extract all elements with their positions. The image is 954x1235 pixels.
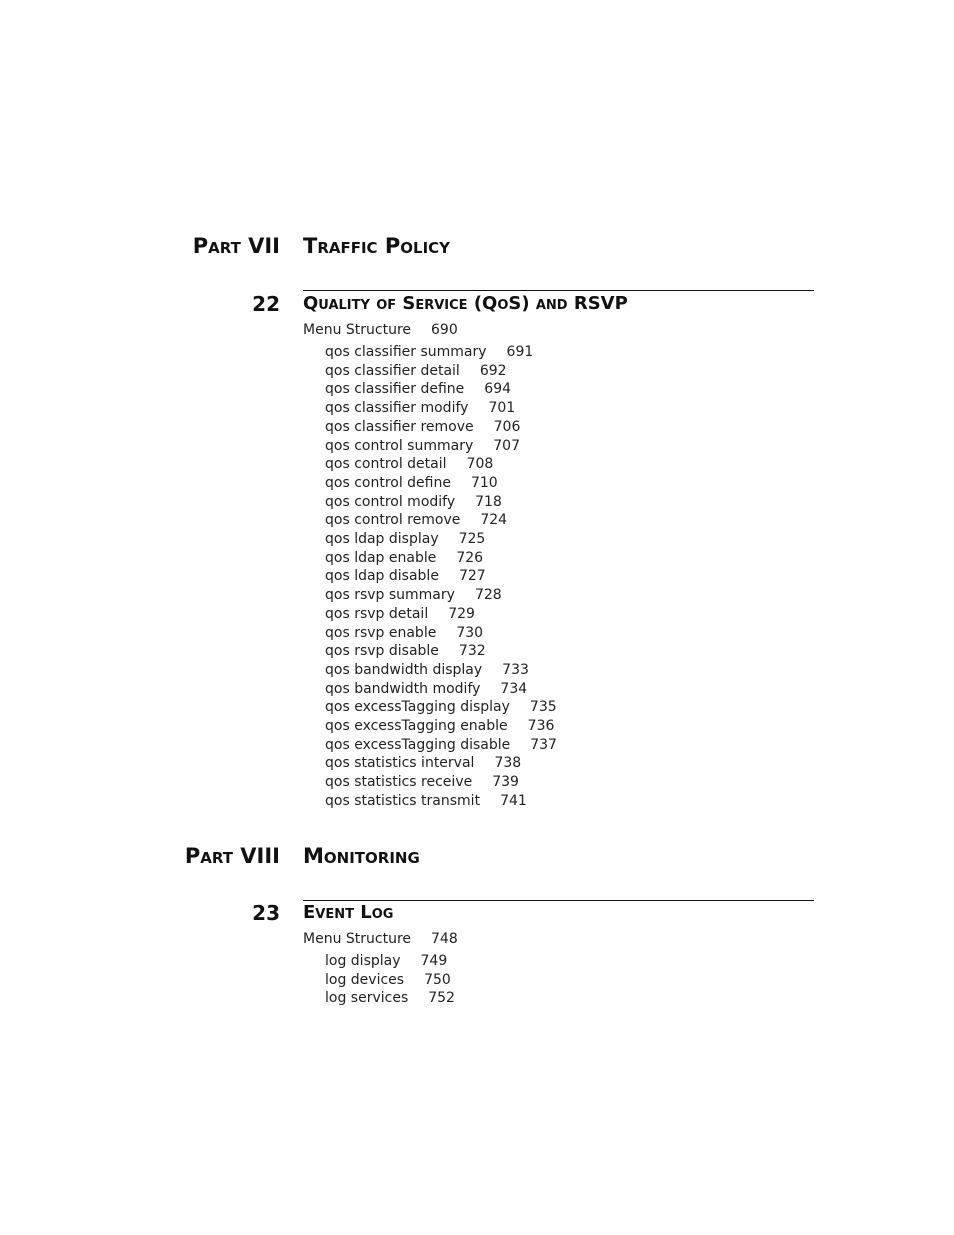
toc-entry[interactable] [325,738,557,752]
toc-entry[interactable] [325,954,447,968]
toc-entry-label: qos rsvp enable [325,624,437,641]
toc-entry-label: qos control detail [325,456,447,473]
toc-entry-label: log display [325,953,401,969]
toc-entry-page: 706 [493,418,521,435]
toc-entry-label: qos rsvp detail [325,605,429,622]
toc-entry-page: 738 [494,755,522,772]
toc-entry[interactable] [325,756,521,770]
toc-entry-page: 741 [500,792,527,809]
toc-entry-label: qos classifier define [325,381,465,398]
toc-entry-page: 730 [456,624,484,641]
toc-entry[interactable] [325,439,520,453]
toc-entry-label: qos ldap disable [325,568,439,585]
toc-entry[interactable] [325,457,493,471]
toc-entry-label: qos ldap display [325,531,439,547]
toc-entry-label: qos statistics transmit [325,792,481,809]
toc-entry-page: 729 [448,605,475,622]
toc-entry[interactable] [325,551,483,565]
toc-entry[interactable] [325,382,511,396]
toc-entry[interactable] [325,973,451,987]
toc-entry-label: Menu Structure [303,931,412,947]
toc-entry-label: qos classifier modify [325,400,469,417]
toc-entry[interactable] [325,513,507,527]
toc-entry[interactable] [325,569,486,583]
toc-entry[interactable] [325,644,486,658]
toc-entry-label: qos classifier detail [325,362,460,379]
toc-entry-label: qos control modify [325,493,456,510]
toc-entry-page: 739 [492,774,519,791]
toc-entry[interactable] [325,719,554,733]
toc-entry-page: 710 [470,474,498,491]
toc-entry-menu-structure[interactable] [303,323,458,337]
chapter-title: Quality of Service (QoS) and RSVP [303,293,628,314]
toc-entry-page: 726 [456,549,484,566]
toc-entry-label: qos control define [325,474,451,491]
part-label: Part VIII [184,844,280,868]
toc-entry[interactable] [325,682,527,696]
toc-entry-page: 752 [428,990,455,1007]
toc-entry-page: 736 [527,718,555,734]
toc-entry-label: log services [325,990,409,1007]
toc-entry-label: log devices [325,971,405,988]
toc-entry-page: 728 [474,587,502,604]
toc-entry-page: 748 [431,931,458,947]
toc-entry[interactable] [325,588,502,602]
toc-entry-page: 692 [479,362,507,379]
toc-entry-page: 707 [493,437,520,454]
toc-entry-label: qos ldap enable [325,549,437,566]
chapter-rule [303,900,814,901]
toc-entry-page: 701 [488,400,516,417]
toc-entry-menu-structure[interactable] [303,932,458,946]
toc-entry-page: 732 [458,643,486,660]
toc-entry-label: qos excessTagging disable [325,736,511,753]
toc-entry-label: qos excessTagging enable [325,718,508,734]
toc-entry-page: 737 [530,736,557,753]
toc-entry[interactable] [325,700,557,714]
toc-entry-page: 735 [529,699,557,716]
toc-entry-label: qos statistics receive [325,774,473,791]
toc-entry-label: qos bandwidth display [325,661,483,678]
chapter-number: 22 [252,292,280,316]
toc-entry-label: qos excessTagging display [325,699,510,716]
toc-entry-page: 690 [431,322,458,338]
part-title: Monitoring [303,844,420,868]
toc-entry-label: qos control remove [325,512,461,529]
toc-entry[interactable] [325,420,520,434]
toc-entry-page: 734 [500,680,528,697]
toc-entry-page: 691 [506,344,534,360]
toc-entry[interactable] [325,775,519,789]
chapter-number: 23 [252,901,280,925]
toc-entry[interactable] [325,794,527,808]
toc-entry-page: 727 [458,568,486,585]
toc-entry[interactable] [325,364,507,378]
toc-entry-page: 750 [424,971,451,988]
part-label: Part VII [192,234,280,258]
chapter-title: Event Log [303,902,394,923]
toc-entry-page: 749 [420,953,448,969]
toc-entry-label: qos classifier remove [325,418,474,435]
part-title: Traffic Policy [303,234,451,258]
toc-entry-label: Menu Structure [303,322,412,338]
chapter-rule [303,290,814,291]
toc-entry[interactable] [325,532,485,546]
toc-entry[interactable] [325,607,475,621]
toc-entry-label: qos statistics interval [325,755,475,772]
toc-entry-page: 718 [475,493,502,510]
toc-entry[interactable] [325,663,529,677]
toc-entry[interactable] [325,476,498,490]
toc-entry[interactable] [325,345,533,359]
toc-entry-label: qos bandwidth modify [325,680,481,697]
toc-entry[interactable] [325,991,455,1005]
toc-entry[interactable] [325,495,502,509]
toc-entry-page: 725 [458,531,486,547]
toc-entry-page: 694 [484,381,512,398]
toc-entry-page: 724 [480,512,508,529]
toc-entry-label: qos rsvp summary [325,587,455,604]
toc-entry-label: qos rsvp disable [325,643,439,660]
toc-entry-page: 733 [502,661,529,678]
toc-entry-label: qos classifier summary [325,344,487,360]
toc-entry[interactable] [325,626,483,640]
toc-entry[interactable] [325,401,515,415]
toc-entry-label: qos control summary [325,437,474,454]
toc-entry-page: 708 [466,456,494,473]
